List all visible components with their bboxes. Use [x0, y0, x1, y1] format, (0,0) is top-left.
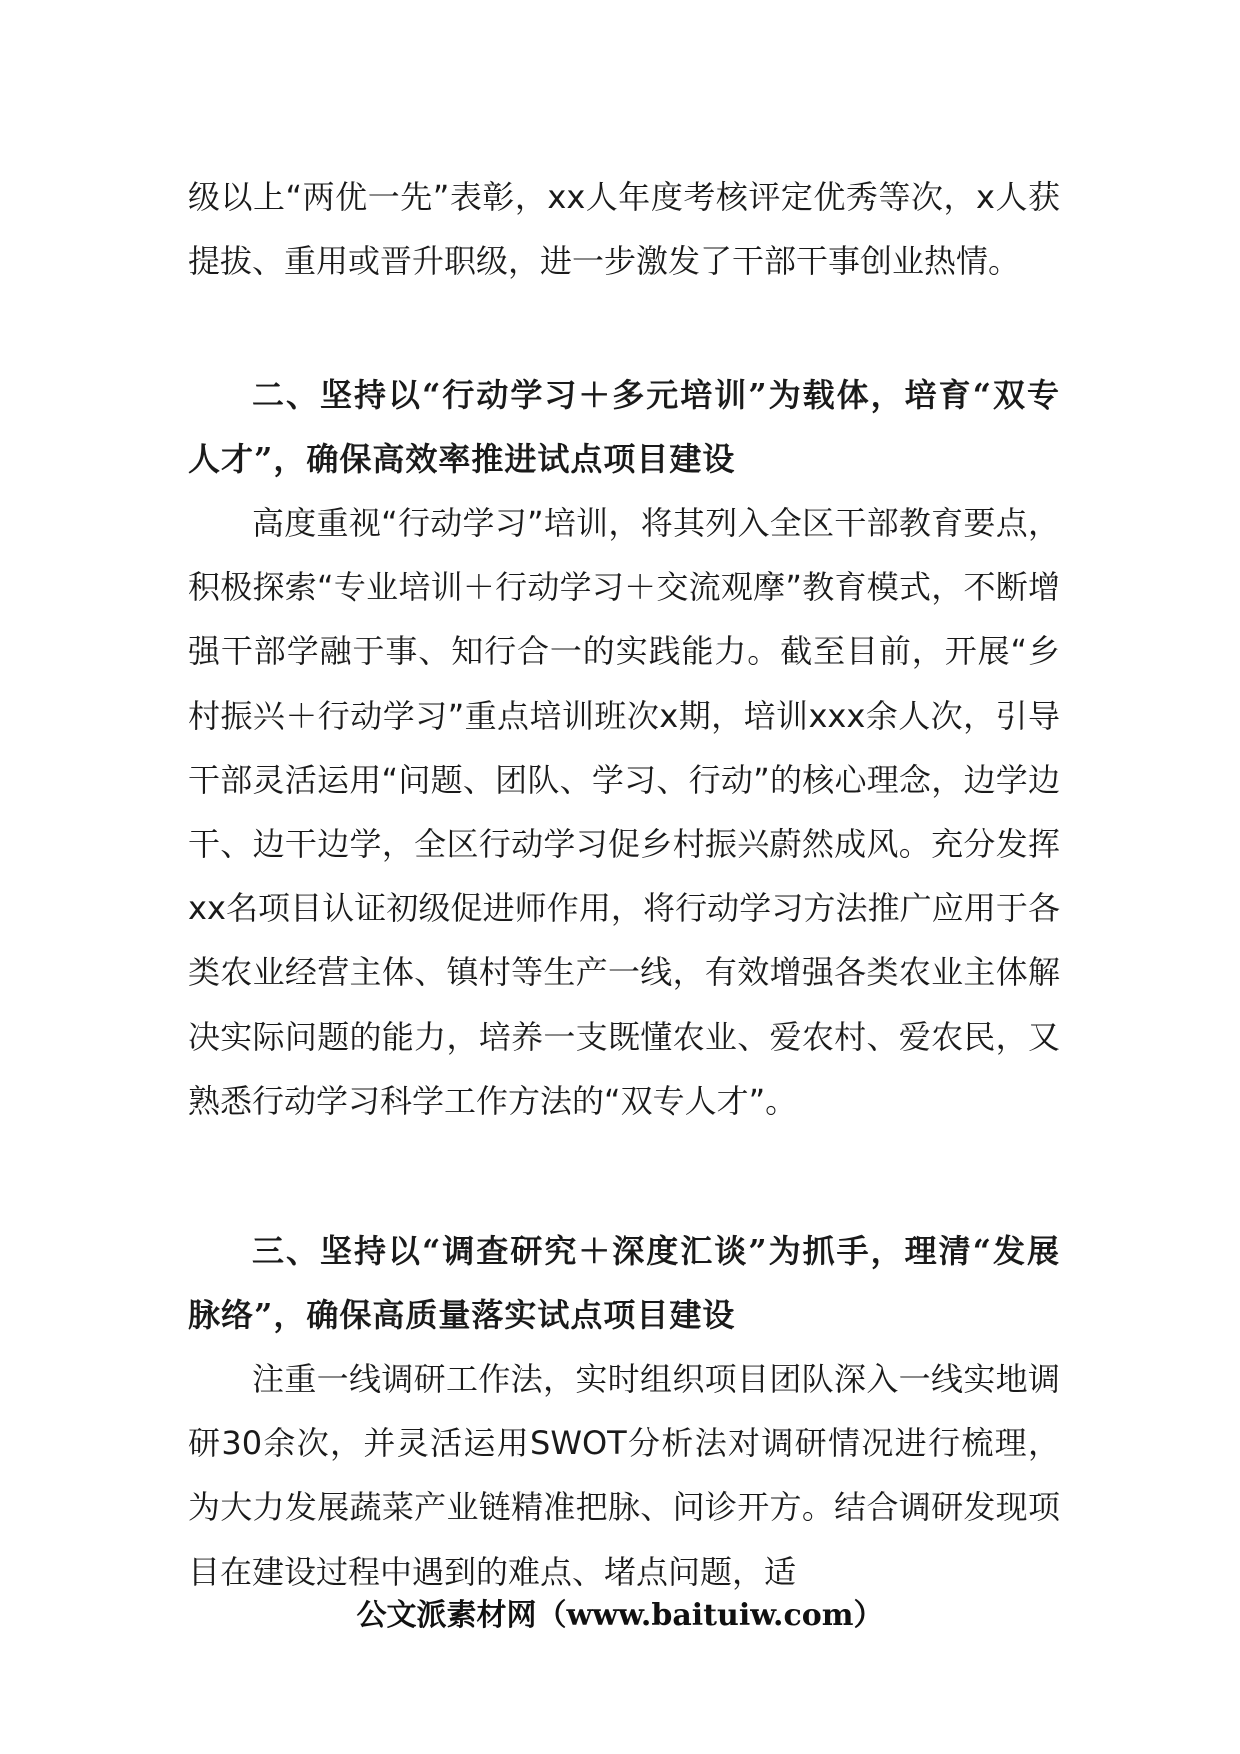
body-paragraph-section-2: 高度重视“行动学习”培训，将其列入全区干部教育要点，积极探索“专业培训＋行动学习＋交流观摩”教育模式，不断增强干部学融于事、知行合一的实践能力。截至目前，开展“乡村振兴＋行动学习”重点培训班次x期，培训xxx余人次，引导干部灵活运用“问题、团队、学习、行动”的核心理念，边学边干、边干边学，全区行动学习促乡村振兴蔚然成风。充分发挥xx名项目认证初级促进师作用，将行动学习方法推广应用于各类农业经营主体、镇村等生产一线，有效增强各类农业主体解决实际问题的能力，培养一支既懂农业、爱农村、爱农民，又熟悉行动学习科学工作方法的“双专人才”。	[188, 504, 1060, 1120]
section-heading-2: 二、坚持以“行动学习＋多元培训”为载体，培育“双专人才”，确保高效率推进试点项目建设	[188, 376, 1060, 479]
body-paragraph-continuation: 级以上“两优一先”表彰，xx人年度考核评定优秀等次，x人获提拔、重用或晋升职级，进一步激发了干部干事创业热情。	[188, 178, 1060, 281]
body-paragraph-section-3: 注重一线调研工作法，实时组织项目团队深入一线实地调研30余次，并灵活运用SWOT分析法对调研情况进行梳理，为大力发展蔬菜产业链精准把脉、问诊开方。结合调研发现项目在建设过程中遇到的难点、堵点问题，适	[188, 1360, 1060, 1591]
page-footer-watermark: 公文派素材网（www.baituiw.com）	[356, 1598, 884, 1633]
section-heading-3: 三、坚持以“调查研究＋深度汇谈”为抓手，理清“发展脉络”，确保高质量落实试点项目建设	[188, 1232, 1060, 1335]
